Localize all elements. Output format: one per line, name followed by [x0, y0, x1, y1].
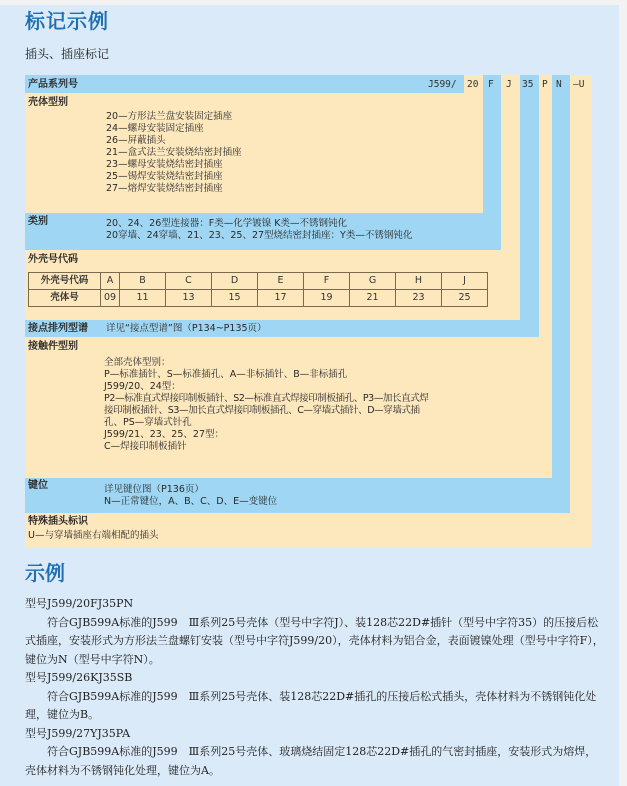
example-desc: 符合GJB599A标准的J599 Ⅲ系列25号壳体（型号中字符J）、装128芯22D#插针（型号中字符35）的压接后松式插座，安装形式为方形法兰盘螺钉安装（型号中字符J599/20），壳体材料为铝合金，表面镀镍处理（型号中字符F），键位为N（型号中字符N）。 [25, 615, 604, 666]
table-cell: C [166, 273, 212, 290]
examples-title: 示例 [25, 561, 65, 585]
contact-arrangement-section [25, 320, 539, 337]
code-shell-size: J [506, 79, 512, 90]
table-row [29, 290, 488, 307]
contact-line: P2—标准直式焊接印制板插针、S2—标准直式焊接印制板插孔、P3—加长直式焊 [104, 393, 429, 404]
shell-type-item: 21—盒式法兰安装烧结密封插座 [106, 147, 242, 158]
column-n-band [552, 75, 570, 513]
arrangement-line: 详见“接点型谱”图（P134~P135页） [106, 323, 267, 334]
product-series-header [25, 75, 464, 93]
arrangement-text [106, 323, 267, 335]
table-cell: A [101, 273, 120, 290]
table-header-cell: 外壳号代码 [29, 273, 101, 290]
table-cell: 19 [304, 290, 350, 307]
code-arrangement: 35 [522, 79, 534, 90]
column-35-band [520, 75, 539, 337]
shell-type-item: 27—熔焊安装烧结密封插座 [106, 183, 223, 194]
contact-line: J599/21、23、25、27型： [104, 429, 224, 440]
keying-line: 详见键位图（P136页） [104, 484, 204, 495]
contact-line: J599/20、24型： [104, 381, 181, 392]
table-header-cell: 壳体号 [29, 290, 101, 307]
table-cell: 15 [212, 290, 258, 307]
table-cell: 13 [166, 290, 212, 307]
contact-line: 全部壳体型别： [104, 357, 171, 368]
special-line: U—与穿墙插座右端相配的插头 [28, 530, 159, 541]
table-cell: E [258, 273, 304, 290]
examples-body [25, 595, 605, 780]
contact-line: P—标准插针、S—标准插孔、A—非标插针、B—非标插孔 [104, 369, 348, 380]
shell-type-item: 25—锡焊安装烧结密封插座 [106, 171, 223, 182]
page-subtitle: 插头、插座标记 [25, 47, 110, 61]
page-title: 标记示例 [25, 9, 109, 33]
table-cell: 25 [442, 290, 488, 307]
table-cell: H [396, 273, 442, 290]
table-cell: J [442, 273, 488, 290]
special-text [28, 530, 158, 542]
code-contact-type: P [542, 79, 548, 90]
table-cell: 11 [120, 290, 166, 307]
shell-type-item: 23—螺母安装烧结密封插座 [106, 159, 223, 170]
table-cell: D [212, 273, 258, 290]
example-desc: 符合GJB599A标准的J599 Ⅲ系列25号壳体、装128芯22D#插孔的压接后松式插头，壳体材料为不锈钢钝化处理，键位为B。 [25, 689, 597, 721]
example-model: 型号J599/20FJ35PN [25, 597, 134, 610]
product-series-label: 产品系列号 [28, 79, 78, 90]
contact-type-text [104, 357, 428, 453]
class-line: 20穿墙、24穿墙、21、23、25、27型烧结密封插座：Y类—不锈钢钝化 [106, 230, 413, 241]
code-series: J599/ [428, 79, 457, 90]
contact-line: 孔、PS—穿墙式针孔 [104, 417, 192, 428]
contact-line: C—焊接印制板插针 [104, 441, 187, 452]
shell-code-label: 外壳号代码 [28, 254, 78, 265]
table-cell: 17 [258, 290, 304, 307]
arrangement-label: 接点排列型谱 [28, 323, 88, 334]
code-keying: N [556, 79, 562, 90]
contact-line: 接印制板插针、S3—加长直式焊接印制板插孔、C—穿墙式插针、D—穿墙式插 [104, 405, 420, 416]
table-row [29, 273, 488, 290]
keying-line: N—正常键位，A、B、C、D、E—变键位 [104, 496, 278, 507]
shell-type-item: 24—螺母安装固定插座 [106, 123, 204, 134]
column-u-band [570, 75, 592, 548]
class-line: 20、24、26型连接器：F类—化学镀镍 K类—不锈钢钝化 [106, 218, 347, 229]
table-cell: 21 [350, 290, 396, 307]
contact-type-label: 接触件型别 [28, 341, 78, 352]
table-cell: 09 [101, 290, 120, 307]
shell-type-section [25, 93, 483, 213]
keying-label: 键位 [28, 480, 48, 491]
table-cell: 23 [396, 290, 442, 307]
shell-type-list [106, 111, 242, 195]
example-model: 型号J599/27YJ35PA [25, 726, 131, 740]
code-special: —U [573, 79, 585, 90]
example-model: 型号J599/26KJ35SB [25, 671, 133, 684]
code-class: F [488, 79, 494, 90]
shell-code-table [28, 272, 488, 307]
shell-type-item: 26—屏蔽插头 [106, 135, 166, 146]
class-label: 类别 [28, 216, 48, 227]
table-cell: G [350, 273, 396, 290]
shell-type-item: 20—方形法兰盘安装固定插座 [106, 111, 233, 122]
code-shell-type: 20 [467, 79, 479, 90]
shell-type-label: 壳体型别 [28, 97, 68, 108]
example-desc: 符合GJB599A标准的J599 Ⅲ系列25号壳体、玻璃烧结固定128芯22D#插孔的气密封插座，安装形式为熔焊，壳体材料为不锈钢钝化处理，键位为A。 [25, 745, 597, 777]
special-label: 特殊插头标识 [28, 516, 88, 527]
keying-text [104, 484, 277, 508]
table-cell: F [304, 273, 350, 290]
table-cell: B [120, 273, 166, 290]
class-text [106, 218, 412, 242]
